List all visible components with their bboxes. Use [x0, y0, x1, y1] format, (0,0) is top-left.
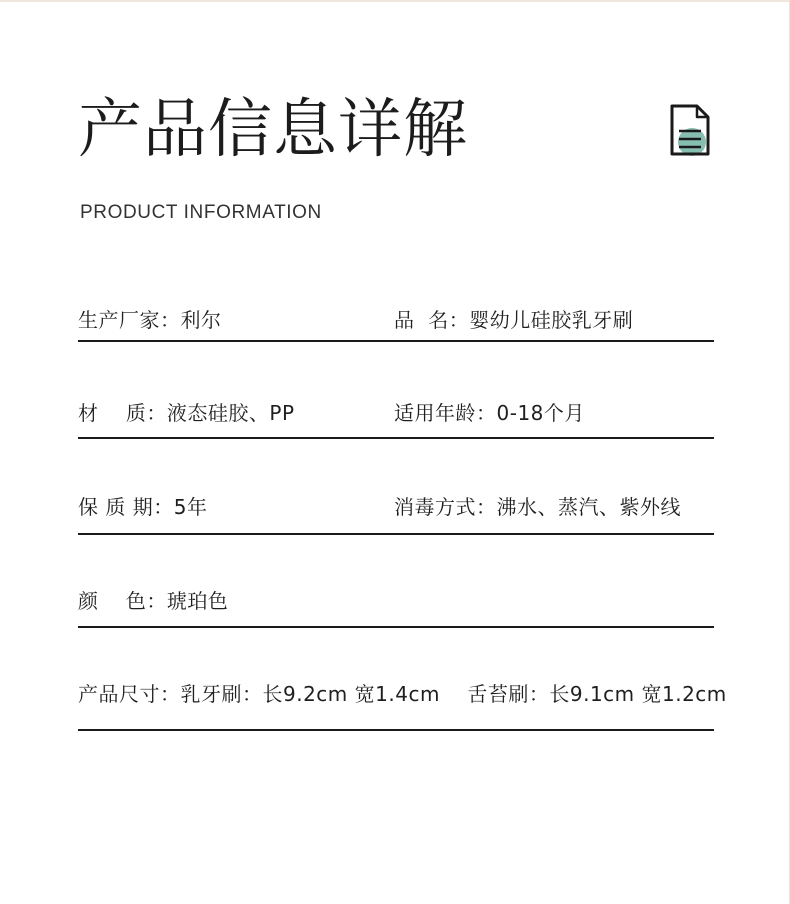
info-row-3	[78, 492, 714, 552]
applicable-age: 适用年龄：0-18个月	[394, 401, 585, 425]
document-icon	[668, 104, 712, 158]
top-border	[0, 0, 790, 2]
page-title: 产品信息详解	[78, 93, 468, 167]
manufacturer: 生产厂家：利尔	[78, 308, 222, 332]
disinfection-method: 消毒方式：沸水、蒸汽、紫外线	[394, 495, 681, 519]
row-divider	[78, 729, 714, 731]
product-name: 品 名：婴幼儿硅胶乳牙刷	[394, 308, 634, 332]
product-size: 产品尺寸：乳牙刷：长9.2cm 宽1.4cm 舌苔刷：长9.1cm 宽1.2cm	[78, 682, 727, 706]
info-row-4	[78, 586, 714, 646]
row-divider	[78, 626, 714, 628]
material: 材 质：液态硅胶、PP	[78, 401, 295, 425]
product-color: 颜 色：琥珀色	[78, 589, 229, 613]
row-divider	[78, 533, 714, 535]
info-row-1	[78, 305, 714, 365]
info-row-5	[78, 679, 727, 739]
row-divider	[78, 437, 714, 439]
shelf-life: 保 质 期：5年	[78, 495, 208, 519]
page-subtitle: PRODUCT INFORMATION	[80, 202, 322, 223]
info-row-2	[78, 398, 714, 458]
row-divider	[78, 340, 714, 342]
